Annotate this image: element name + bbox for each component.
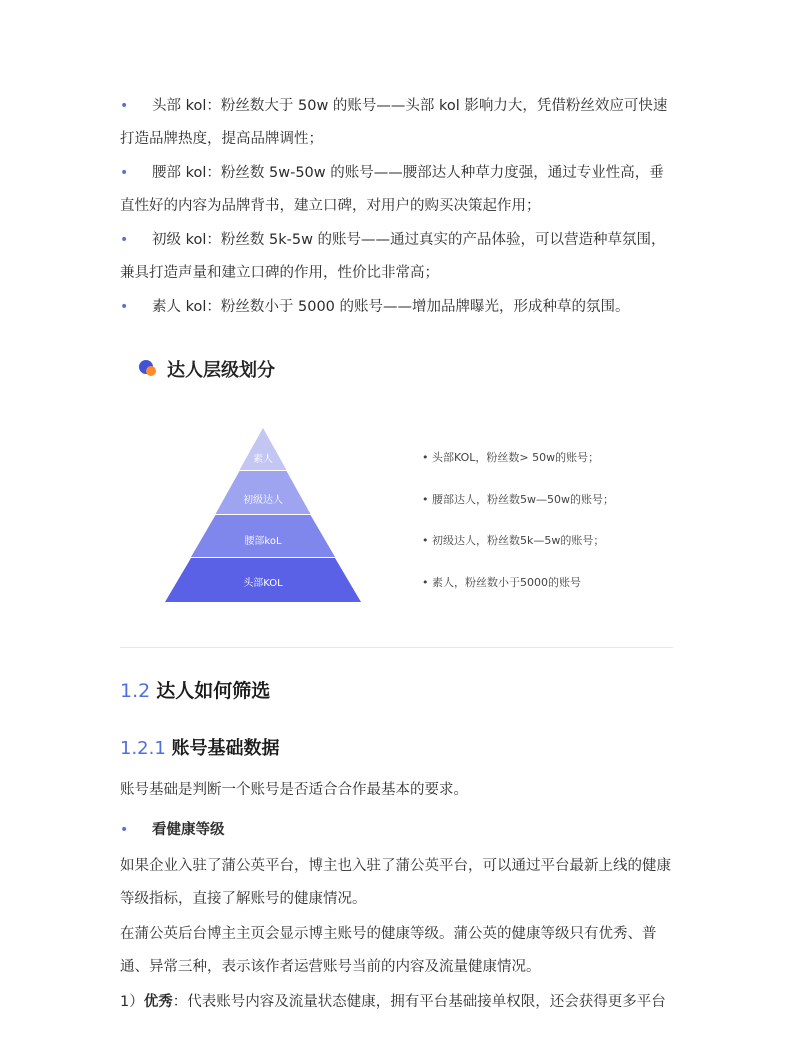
health-heading: 看健康等级 — [152, 822, 225, 838]
tiers-figure-title — [139, 356, 275, 382]
bullet-text: 素人 kol：粉丝数小于 5000 的账号——增加品牌曝光，形成种草的氛围。 — [152, 299, 630, 315]
intro-paragraph: 账号基础是判断一个账号是否适合合作最基本的要求。 — [120, 782, 468, 798]
bullet-dot: • — [120, 299, 129, 315]
bullet-text: 头部 kol：粉丝数大于 50w 的账号——头部 kol 影响力大，凭借粉丝效应可快速打造品牌热度，提高品牌调性； — [120, 98, 668, 147]
bullet-text: 初级 kol：粉丝数 5k-5w 的账号——通过真实的产品体验，可以营造种草氛围，兼具打造声量和建立口碑的作用，性价比非常高； — [120, 232, 666, 281]
bullet-dot: • — [120, 822, 129, 838]
section-heading — [120, 676, 270, 703]
bullet-text: 腰部 kol：粉丝数 5w-50w 的账号——腰部达人种草力度强，通过专业性高，垂直性好的内容为品牌背书，建立口碑，对用户的购买决策起作用； — [120, 165, 664, 214]
item-prefix: 1） — [120, 994, 144, 1010]
bullet-item-head-kol — [120, 90, 676, 156]
bullet-item-waist-kol — [120, 157, 676, 223]
pyramid-label-amateur: 素人 — [253, 454, 273, 465]
legend-item-head: • 头部KOL，粉丝数> 50w的账号； — [422, 451, 600, 464]
health-heading-bullet — [120, 815, 225, 845]
health-paragraph-2: 在蒲公英后台博主主页会显示博主账号的健康等级。蒲公英的健康等级只有优秀、普通、异常三种，表示该作者运营账号当前的内容及流量健康情况。 — [120, 926, 657, 975]
bullet-dot: • — [120, 98, 129, 114]
pyramid-label-junior: 初级达人 — [243, 495, 283, 506]
legend-item-junior: • 初级达人，粉丝数5k—5w的账号； — [422, 534, 605, 547]
dual-circle-logo-icon — [139, 358, 161, 380]
item-label: 优秀 — [143, 994, 173, 1010]
health-paragraph-1: 如果企业入驻了蒲公英平台，博主也入驻了蒲公英平台，可以通过平台最新上线的健康等级指标，直接了解账号的健康情况。 — [120, 858, 671, 907]
subsection-number: 1.2.1 — [120, 738, 166, 759]
bullet-item-amateur-kol — [120, 291, 676, 324]
health-level-excellent — [120, 986, 676, 1019]
subsection-title: 账号基础数据 — [171, 738, 280, 759]
item-text: ：代表账号内容及流量状态健康，拥有平台基础接单权限，还会获得更多平台 — [172, 994, 666, 1010]
tiers-title-text: 达人层级划分 — [167, 360, 275, 381]
bullet-dot: • — [120, 165, 129, 181]
section-number: 1.2 — [120, 680, 151, 702]
pyramid-label-waist: 腰部koL — [244, 536, 282, 547]
tier-pyramid — [160, 428, 366, 602]
bullet-item-junior-kol — [120, 224, 676, 290]
legend-item-waist: • 腰部达人，粉丝数5w—50w的账号； — [422, 493, 614, 506]
pyramid-label-head: 头部KOL — [243, 578, 283, 589]
bullet-dot: • — [120, 232, 129, 248]
subsection-heading — [120, 734, 280, 760]
legend-item-amateur: • 素人，粉丝数小于5000的账号 — [422, 576, 581, 589]
section-title: 达人如何筛选 — [156, 680, 271, 702]
section-divider — [120, 647, 673, 648]
